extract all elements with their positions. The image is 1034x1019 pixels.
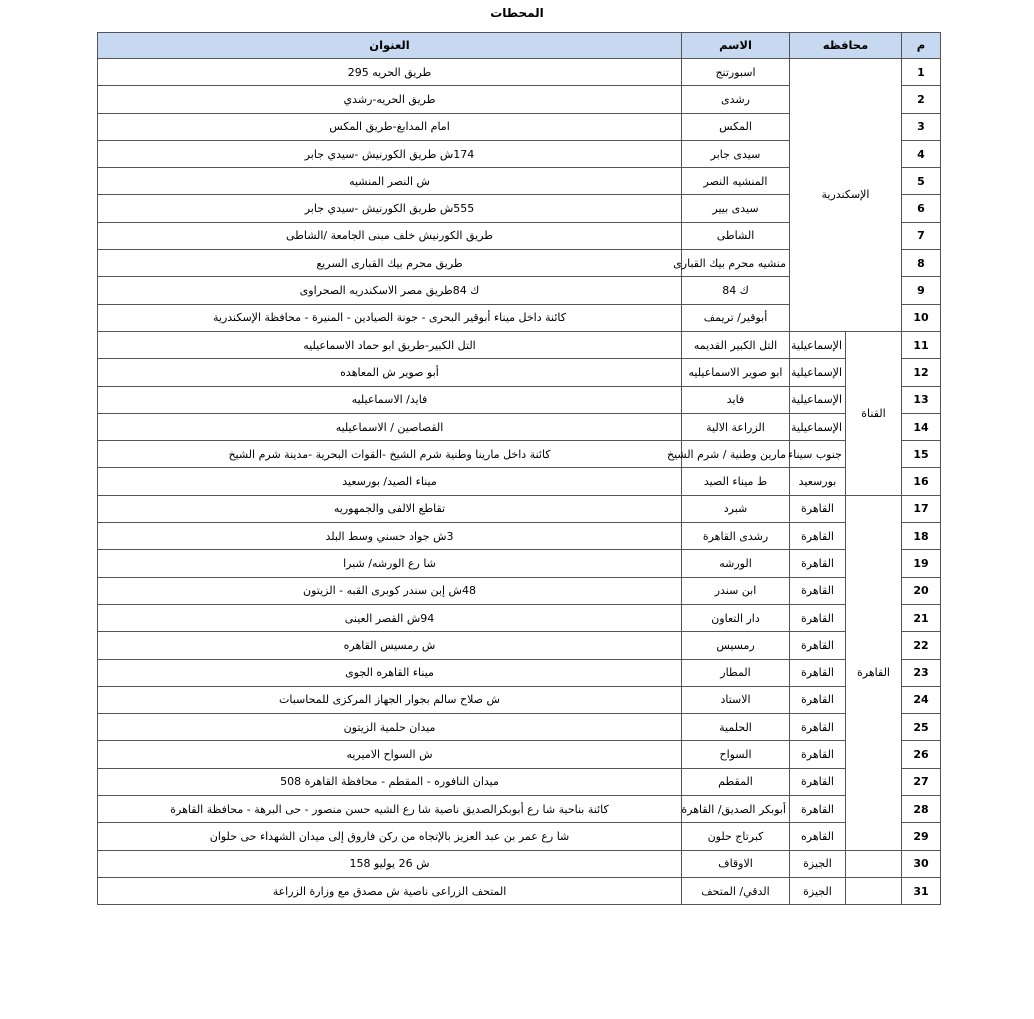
station-name: ك 84 <box>682 277 790 304</box>
station-name: المكس <box>682 113 790 140</box>
sub-governorate: القاهرة <box>790 686 846 713</box>
sub-governorate: القاهرة <box>790 768 846 795</box>
station-name: سيدى جابر <box>682 140 790 167</box>
sub-governorate: جنوب سيناء <box>790 441 846 468</box>
row-number: 18 <box>902 523 941 550</box>
station-address: ميناء الصيد/ بورسعيد <box>98 468 682 495</box>
row-number: 20 <box>902 577 941 604</box>
row-number: 19 <box>902 550 941 577</box>
row-number: 29 <box>902 823 941 850</box>
station-name: منشيه محرم بيك القبارى <box>682 250 790 277</box>
station-name: أبوقير/ تريمف <box>682 304 790 331</box>
sub-governorate: القاهرة <box>790 577 846 604</box>
station-address: ش 26 يوليو 158 <box>98 850 682 877</box>
station-address: المتحف الزراعى ناصية ش مصدق مع وزارة الزراعة <box>98 877 682 904</box>
station-address: ش رمسيس القاهره <box>98 632 682 659</box>
row-number: 13 <box>902 386 941 413</box>
station-address: امام المدابغ-طريق المكس <box>98 113 682 140</box>
station-address: ش السواح الاميريه <box>98 741 682 768</box>
governorate-group: القاهرة <box>846 495 902 850</box>
station-address: ش النصر المنشيه <box>98 168 682 195</box>
sub-governorate: القاهرة <box>790 659 846 686</box>
governorate-blank <box>846 850 902 877</box>
station-address: ش صلاح سالم بجوار الجهاز المركزى للمحاسبات <box>98 686 682 713</box>
table-row <box>98 604 941 631</box>
station-name: رشدى <box>682 86 790 113</box>
station-name: أبوبكر الصديق/ القاهرة <box>682 796 790 823</box>
station-name: الاوقاف <box>682 850 790 877</box>
station-address: التل الكبير-طريق ابو حماد الاسماعيليه <box>98 331 682 358</box>
station-address: 3ش جواد حسني وسط البلد <box>98 523 682 550</box>
header-address: العنوان <box>98 33 682 59</box>
row-number: 9 <box>902 277 941 304</box>
station-name: الدقي/ المتحف <box>682 877 790 904</box>
table-row <box>98 632 941 659</box>
row-number: 3 <box>902 113 941 140</box>
station-name: مارين وطنية / شرم الشيخ <box>682 441 790 468</box>
station-address: كائنة بناحية شا رع أبوبكرالصديق ناصية شا رع الشيه حسن منصور - حى البرهة - محافظة القاهرة <box>98 796 682 823</box>
station-address: طريق محرم بيك القبارى السريع <box>98 250 682 277</box>
sub-governorate: الجيزة <box>790 877 846 904</box>
sub-governorate: القاهرة <box>790 632 846 659</box>
sub-governorate: القاهرة <box>790 495 846 522</box>
station-name: رشدى القاهرة <box>682 523 790 550</box>
table-row <box>98 441 941 468</box>
station-address: تقاطع الالفى والجمهوريه <box>98 495 682 522</box>
row-number: 10 <box>902 304 941 331</box>
station-name: المنشيه النصر <box>682 168 790 195</box>
header-num: م <box>902 33 941 59</box>
station-address: كائنة داخل مارينا وطنية شرم الشيخ -القوات البحرية -مدينة شرم الشيخ <box>98 441 682 468</box>
table-row <box>98 823 941 850</box>
table-row <box>98 577 941 604</box>
row-number: 26 <box>902 741 941 768</box>
sub-governorate: الإسماعيلية <box>790 413 846 440</box>
table-row <box>98 413 941 440</box>
sub-governorate: القاهرة <box>790 714 846 741</box>
sub-governorate: القاهرة <box>790 796 846 823</box>
station-address: كائنة داخل ميناء أبوقير البحرى - جونة الصيادين - المنيرة - محافظة الإسكندرية <box>98 304 682 331</box>
station-name: سيدى بيير <box>682 195 790 222</box>
sub-governorate: القاهره <box>790 823 846 850</box>
station-address: ميدان النافوره - المقطم - محافظة القاهرة 508 <box>98 768 682 795</box>
row-number: 27 <box>902 768 941 795</box>
page-title: المحطات <box>490 6 544 20</box>
table-row <box>98 796 941 823</box>
station-address: 174ش طريق الكورنيش -سيدي جابر <box>98 140 682 167</box>
header-governorate: محافظه <box>790 33 902 59</box>
row-number: 15 <box>902 441 941 468</box>
row-number: 23 <box>902 659 941 686</box>
station-name: السواح <box>682 741 790 768</box>
station-name: الزراعة الالية <box>682 413 790 440</box>
station-name: رمسيس <box>682 632 790 659</box>
row-number: 31 <box>902 877 941 904</box>
table-row <box>98 550 941 577</box>
stations-table <box>97 32 941 905</box>
station-address: القصاصين / الاسماعيليه <box>98 413 682 440</box>
station-name: ابو صوير الاسماعيليه <box>682 359 790 386</box>
station-name: دار التعاون <box>682 604 790 631</box>
governorate-group: الإسكندرية <box>790 59 902 332</box>
station-address: طريق الكورنيش خلف مبنى الجامعة /الشاطى <box>98 222 682 249</box>
station-name: التل الكبير القديمه <box>682 331 790 358</box>
table-row <box>98 331 941 358</box>
row-number: 17 <box>902 495 941 522</box>
row-number: 22 <box>902 632 941 659</box>
row-number: 11 <box>902 331 941 358</box>
station-name: ط ميناء الصيد <box>682 468 790 495</box>
row-number: 28 <box>902 796 941 823</box>
sub-governorate: الجيزة <box>790 850 846 877</box>
station-address: 94ش القصر العينى <box>98 604 682 631</box>
table-body <box>98 59 941 905</box>
header-name: الاسم <box>682 33 790 59</box>
table-row <box>98 468 941 495</box>
table-row <box>98 386 941 413</box>
sub-governorate: الإسماعيلية <box>790 331 846 358</box>
row-number: 6 <box>902 195 941 222</box>
table-row <box>98 495 941 522</box>
governorate-group: القناة <box>846 331 902 495</box>
station-address: ميناء القاهره الجوى <box>98 659 682 686</box>
station-address: طريق الحريه-رشدي <box>98 86 682 113</box>
table-row <box>98 686 941 713</box>
station-name: فايد <box>682 386 790 413</box>
station-address: شا رع عمر بن عبد العزيز بالإتجاه من ركن فاروق إلى ميدان الشهداء حى حلوان <box>98 823 682 850</box>
station-name: كبرتاج حلون <box>682 823 790 850</box>
row-number: 30 <box>902 850 941 877</box>
row-number: 24 <box>902 686 941 713</box>
station-name: شبرد <box>682 495 790 522</box>
table-row <box>98 877 941 904</box>
station-name: المطار <box>682 659 790 686</box>
station-name: المقطم <box>682 768 790 795</box>
governorate-blank <box>846 877 902 904</box>
row-number: 2 <box>902 86 941 113</box>
table-row <box>98 714 941 741</box>
station-address: 48ش إبن سندر كوبرى القبه - الزيتون <box>98 577 682 604</box>
row-number: 7 <box>902 222 941 249</box>
row-number: 21 <box>902 604 941 631</box>
station-name: اسبورتنج <box>682 59 790 86</box>
table-row <box>98 59 941 86</box>
table-row <box>98 850 941 877</box>
station-address: أبو صوير ش المعاهده <box>98 359 682 386</box>
row-number: 25 <box>902 714 941 741</box>
station-address: 555ش طريق الكورنيش -سيدي جابر <box>98 195 682 222</box>
table-row <box>98 768 941 795</box>
table-header-row <box>98 33 941 59</box>
station-name: ابن سندر <box>682 577 790 604</box>
station-name: الورشه <box>682 550 790 577</box>
row-number: 5 <box>902 168 941 195</box>
station-name: الاستاد <box>682 686 790 713</box>
station-address: طريق الحريه 295 <box>98 59 682 86</box>
sub-governorate: الإسماعيلية <box>790 359 846 386</box>
row-number: 12 <box>902 359 941 386</box>
station-address: شا رع الورشه/ شبرا <box>98 550 682 577</box>
station-address: ك 84طريق مصر الاسكندريه الصحراوى <box>98 277 682 304</box>
sub-governorate: القاهرة <box>790 604 846 631</box>
station-name: الحلمية <box>682 714 790 741</box>
row-number: 4 <box>902 140 941 167</box>
station-address: فايد/ الاسماعيليه <box>98 386 682 413</box>
table-row <box>98 659 941 686</box>
table-row <box>98 359 941 386</box>
row-number: 1 <box>902 59 941 86</box>
table-row <box>98 741 941 768</box>
sub-governorate: الإسماعيلية <box>790 386 846 413</box>
sub-governorate: القاهرة <box>790 741 846 768</box>
station-address: ميدان حلمية الزيتون <box>98 714 682 741</box>
sub-governorate: القاهرة <box>790 550 846 577</box>
sub-governorate: القاهرة <box>790 523 846 550</box>
sub-governorate: بورسعيد <box>790 468 846 495</box>
table-row <box>98 523 941 550</box>
row-number: 16 <box>902 468 941 495</box>
station-name: الشاطى <box>682 222 790 249</box>
row-number: 14 <box>902 413 941 440</box>
row-number: 8 <box>902 250 941 277</box>
